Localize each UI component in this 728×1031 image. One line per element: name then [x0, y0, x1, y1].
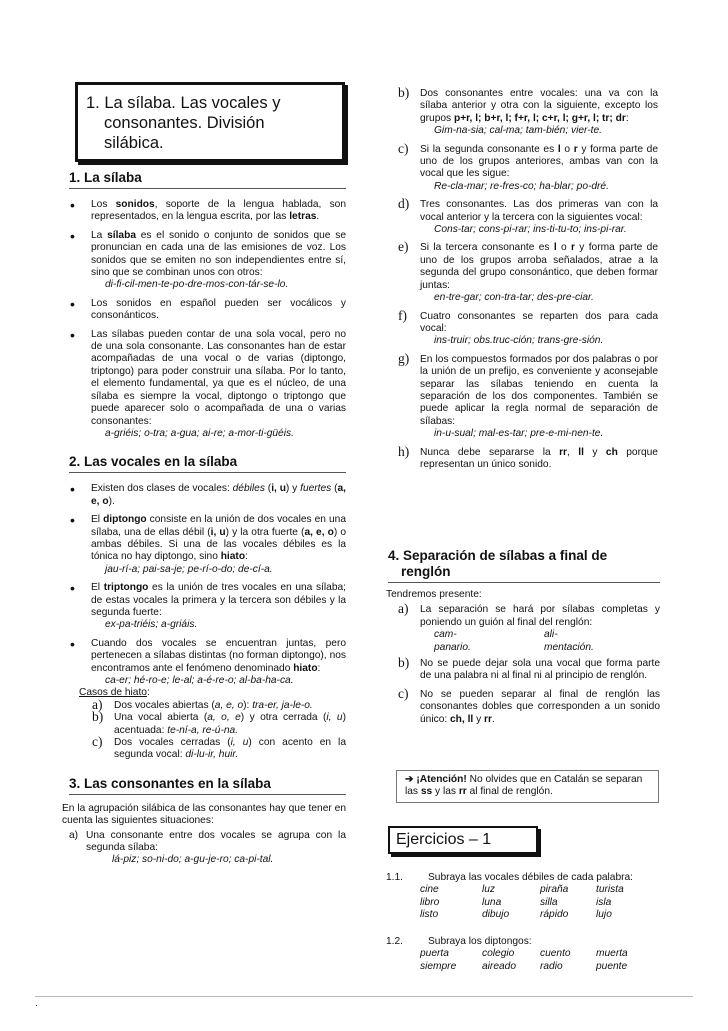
bullet-silaba: • La sílaba es el sonido o conjunto de sonidos que se pronuncian en cada una de las emisiones de voz. Los sonidos que se emiten no son independientes entre sí, sino que se combinan unos con otros: — [91, 230, 346, 280]
exercise-word: colegio — [482, 948, 515, 960]
rule-g: g) En los compuestos formados por dos palabras o por la unión de un prefijo, es conveniente y aconsejable separar las sílabas teniendo en cuenta la separación de los dos componentes. También se puede aplicar la regla normal de separación de sílabas: — [398, 350, 658, 427]
section-4-heading: 4. Separación de sílabas a final de renglón — [388, 548, 660, 583]
bullet-triptongo: • El triptongo es la unión de tres vocales en una sílaba; de estas vocales la primera y la tercera son débiles y la segunda fuerte: — [91, 582, 346, 619]
exercise-word: lujo — [596, 909, 612, 921]
caso-c: c) Dos vocales cerradas (i, u) con acento en la segunda vocal: di-lu-ir, huir. — [92, 734, 346, 761]
example-hiato: ca-er; hé-ro-e; le-al; a-é-re-o; al-ba-ha-ca. — [105, 675, 294, 686]
bullet-hiato: • Cuando dos vocales se encuentran juntas, pero pertenecen a sílabas distintas (no forman diptongo), nos encontramos ante el fenómeno denominado hiato: — [91, 638, 346, 675]
exercise-word: puerta — [420, 948, 449, 960]
exercise-word: listo — [420, 909, 439, 921]
bullet-diptongo: • El diptongo consiste en la unión de dos vocales en una sílaba, una de ellas débil (i, u) y la otra fuerte (a, e, o) o ambas débiles. Si una de las vocales débiles es la tónica no hay diptongo, sino hiato: — [91, 514, 346, 564]
example-silaba: di-fi-cil-men-te-po-dre-mos-con-tár-se-lo. — [105, 279, 289, 291]
e1-row — [420, 897, 656, 909]
title-line-2: consonantes. División — [104, 114, 265, 132]
exercise-1-2: 1.2. Subraya los diptongos: puerta colegio cuento muerta siempre aireado radio puente — [386, 936, 666, 973]
section-4 — [388, 548, 660, 726]
attention-label: ¡Atención! — [416, 774, 467, 785]
e1-row — [420, 909, 656, 921]
separacion-c: c) No se pueden separar al final de renglón las consonantes dobles que corresponden a un sonido único: ch, ll y rr. — [398, 685, 660, 725]
exercise-word: muerta — [596, 948, 628, 960]
rule-f: f) Cuatro consonantes se reparten dos para cada vocal: — [398, 307, 658, 334]
separacion-a-example: cam- ali- panario. mentación. — [434, 629, 594, 653]
caso-b: b) Una vocal abierta (a, o, e) y otra cerrada (i, u) acentuada: te-ní-a, re-ú-na. — [92, 709, 346, 736]
example-rule-c: Re-cla-mar; re-fres-co; ha-blar; po-dré. — [434, 180, 609, 192]
example-diptongo: jau-rí-a; pai-sa-je; pe-rí-o-do; de-cí-a. — [105, 563, 273, 575]
footer-rule — [35, 996, 693, 997]
example-rule-g: in-u-sual; mal-es-tar; pre-e-mi-nen-te. — [434, 428, 604, 440]
exercise-word: isla — [596, 896, 612, 908]
arrow-icon: ➔ — [405, 774, 414, 785]
bullet-vocalicos: • Los sonidos en español pueden ser vocálicos y consonánticos. — [91, 298, 346, 323]
exercise-word: luz — [482, 884, 496, 896]
section-3-heading: 3. Las consonantes en la sílaba — [69, 776, 346, 795]
bullet-clases-vocales: • Existen dos clases de vocales: débiles (i, u) y fuertes (a, e, o). — [91, 483, 346, 508]
example-rule-b: Gim-na-sia; cal-ma; tam-bién; vier-te. — [434, 125, 602, 137]
rule-b: b) Dos consonantes entre vocales: una va con la sílaba anterior y otra con la siguiente, excepto los grupos p+r, l; b+r, l; f+r, l; c+r, l; g+r, l; tr; dr: — [398, 85, 658, 124]
exercise-word: dibujo — [482, 909, 510, 921]
exercise-word: siempre — [420, 960, 457, 972]
example-rule-f: ins-truir; obs.truc-ción; trans-gre-sión. — [434, 335, 604, 347]
title-line-1: 1. La sílaba. Las vocales y — [86, 94, 281, 112]
exercise-word: luna — [482, 896, 502, 908]
e1-row — [420, 884, 656, 896]
exercise-1-1: 1.1. Subraya las vocales débiles de cada palabra: cine luz piraña turista libro luna silla isla listo dibujo rápido lujo — [386, 872, 666, 922]
exercise-word: cuento — [540, 948, 571, 960]
example-rule-d: Cons-tar; cons-pi-rar; ins-ti-tu-to; ins-pi-rar. — [434, 224, 627, 236]
exercise-word: piraña — [540, 884, 569, 896]
example-triptongo: ex-pa-triéis; a-griáis. — [105, 619, 198, 631]
exercises-title: Ejercicios – 1 — [396, 831, 492, 848]
example-consonantes-a: lá-piz; so-ni-do; a-gu-je-ro; ca-pi-tal. — [112, 854, 274, 866]
separacion-a: a) La separación se hará por sílabas completas y poniendo un guión al final del renglón: — [398, 601, 660, 628]
exercise-1-2-words — [420, 948, 656, 973]
exercises-title-box — [388, 826, 538, 854]
example-rule-e: en-tre-gar; con-tra-tar; des-pre-ciar. — [434, 292, 594, 304]
e2-row — [420, 961, 656, 973]
right-column — [398, 85, 658, 471]
section-1-heading: 1. La sílaba — [69, 170, 346, 189]
section-4-intro: Tendremos presente: — [386, 589, 482, 600]
separacion-b: b) No se puede dejar sola una vocal que forma parte de una palabra ni al final ni al principio de renglón. — [398, 655, 660, 682]
exercise-word: puente — [596, 960, 628, 972]
document-title-box — [75, 82, 345, 162]
bullet-nucleo: • Las sílabas pueden contar de una sola vocal, pero no de una sola consonante. Las consonantes han de estar acompañadas de una vocal o de varias (diptongo, triptongo) para poder construir una sílaba. Por lo tanto, el elemento fundamental, ya que es el núcleo, de una sílaba es siempre la vocal, diptongo o triptongo que puede aparecer solo o acompañada de una o varias consonantes: — [91, 329, 346, 428]
exercise-word: libro — [420, 896, 440, 908]
exercise-1-1-words — [420, 884, 656, 921]
section-2-heading: 2. Las vocales en la sílaba — [69, 454, 346, 473]
rule-h: h) Nunca debe separarse la rr, ll y ch porque representan un único sonido. — [398, 443, 658, 470]
casos-hiato-label: Casos de hiato: — [79, 687, 150, 699]
bullet-sonidos: • Los sonidos, soporte de la lengua hablada, son representados, en la lengua escrita, por las letras. — [91, 199, 346, 224]
title-line-3: silábica. — [104, 134, 164, 152]
left-column — [62, 170, 347, 867]
attention-box: ➔ ¡Atención! No olvides que en Catalán se separan las ss y las rr al final de renglón. — [396, 770, 659, 803]
exercise-word: aireado — [482, 960, 516, 972]
exercise-word: radio — [540, 960, 563, 972]
exercise-word: cine — [420, 884, 439, 896]
rule-d: d) Tres consonantes. Las dos primeras van con la vocal anterior y la tercera con la siguientes vocal: — [398, 196, 658, 223]
rule-e: e) Si la tercera consonante es l o r y forma parte de uno de los grupos arroba señalados, atrae a la segunda del grupo consonántico, que deben formar juntas: — [398, 239, 658, 291]
consonantes-a: a) Una consonante entre dos vocales se agrupa con la segunda sílaba: — [69, 829, 346, 854]
rule-c: c) Si la segunda consonante es l o r y forma parte de uno de los grupos anteriores, ambas van con la vocal que les sigue: — [398, 140, 658, 180]
exercise-word: silla — [540, 896, 558, 908]
e2-row — [420, 948, 656, 960]
section-3-intro: En la agrupación silábica de las consonantes hay que tener en cuenta las siguientes situaciones: — [62, 802, 346, 827]
example-nucleo: a-griéis; o-tra; a-gua; ai-re; a-mor-ti-güéis. — [105, 427, 294, 439]
caso-a: a) Dos vocales abiertas (a, e, o): tra-er, ja-le-o. — [92, 696, 313, 712]
exercise-word: turista — [596, 884, 624, 896]
exercise-word: rápido — [540, 909, 569, 921]
footer-dot: . — [35, 998, 38, 1009]
